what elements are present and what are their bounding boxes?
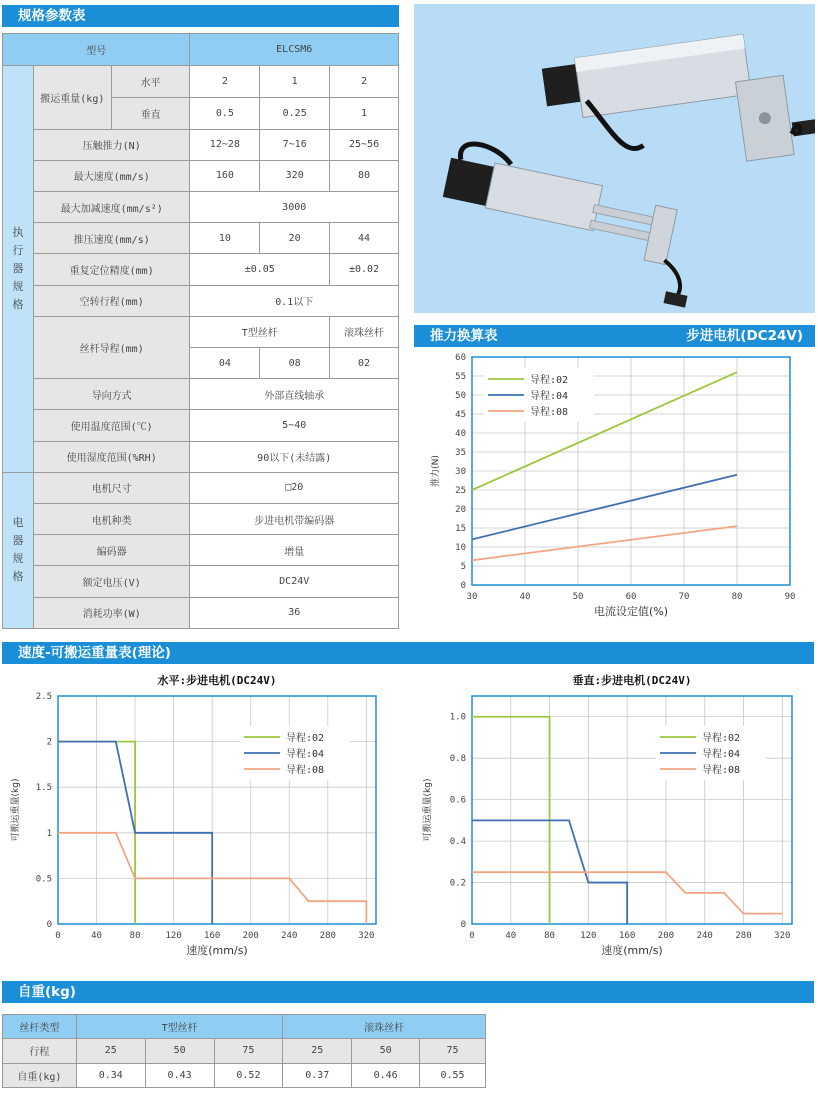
guide-label: 导向方式 [33,379,190,410]
y-tick-label: 40 [455,429,466,439]
weight-section-title: 自重(kg) [2,981,814,1003]
voltage-value: DC24V [190,566,399,597]
stroke-cell: 50 [145,1039,214,1063]
x-tick-label: 80 [129,931,141,941]
x-tick-label: 80 [731,592,743,602]
y-tick-label: 0 [460,581,466,591]
screw-type-label: 丝杆类型 [3,1015,77,1039]
x-tick-label: 90 [784,592,796,602]
x-tick-label: 40 [505,931,517,941]
pushspeed-val-3: 44 [330,223,399,254]
payload-label: 搬运重量(kg) [33,66,111,129]
max-accel-label: 最大加减速度(mm/s²) [33,192,190,223]
x-tick-label: 280 [735,931,752,941]
thrust-motor-label: 步进电机(DC24V) [686,328,803,344]
y-tick-label: 0.6 [449,795,466,806]
y-tick-label: 10 [455,543,466,553]
humidity-label: 使用湿度范围(%RH) [33,441,190,472]
v-val-3: 1 [330,98,399,129]
h-val-1: 2 [190,66,260,98]
motor-type-value: 步进电机带编码器 [190,504,399,535]
legend-label: 导程:08 [286,765,325,776]
motor-size-label: 电机尺寸 [33,472,190,503]
y-axis-label: 推力(N) [431,455,441,487]
spec-section-title: 规格参数表 [2,5,399,27]
encoder-label: 编码器 [33,535,190,566]
weight-cell: 0.55 [420,1063,486,1087]
lead-val-1: 04 [190,348,260,379]
weight-cell: 0.34 [76,1063,145,1087]
y-tick-label: 35 [455,448,466,458]
legend-label: 导程:02 [702,733,741,744]
stroke-cell: 75 [214,1039,283,1063]
weight-cell: 0.46 [352,1063,420,1087]
model-value: ELCSM6 [190,34,399,66]
y-tick-label: 0.5 [35,874,52,885]
x-tick-label: 320 [774,931,791,941]
y-tick-label: 30 [455,467,466,477]
maxspeed-val-1: 160 [190,160,260,191]
spec-table [2,33,399,629]
y-axis-label: 可搬运重量(kg) [11,778,21,842]
weight-cell: 0.43 [145,1063,214,1087]
stroke-cell: 50 [352,1039,420,1063]
humidity-value: 90以下(未结露) [190,441,399,472]
y-tick-label: 0.8 [449,754,466,765]
x-tick-label: 70 [678,592,690,602]
y-tick-label: 20 [455,505,466,515]
chart-title: 水平:步进电机(DC24V) [157,674,277,687]
speed-section-title: 速度-可搬运重量表(理论) [2,642,814,664]
pushspeed-val-1: 10 [190,223,260,254]
electrical-spec-group-label: 电 器 规 格 [12,516,24,584]
x-tick-label: 0 [469,931,475,941]
voltage-label: 额定电压(V) [33,566,190,597]
model-header-label: 型号 [3,34,190,66]
legend-label: 导程:02 [530,375,569,386]
group-electrical-spec [3,472,34,628]
horizontal-label: 水平 [111,66,190,98]
pushspeed-val-2: 20 [260,223,330,254]
x-tick-label: 50 [572,592,584,602]
weight-cell: 0.52 [214,1063,283,1087]
x-tick-label: 120 [165,931,182,941]
lead-label: 丝杆导程(mm) [33,316,190,378]
t-screw-label: T型丝杆 [190,316,330,347]
push-force-label: 压触推力(N) [33,129,190,160]
y-tick-label: 2 [46,737,52,748]
x-axis-label: 速度(mm/s) [601,944,663,957]
y-tick-label: 55 [455,372,466,382]
y-tick-label: 0 [460,920,466,930]
chart-title: 垂直:步进电机(DC24V) [572,674,692,687]
y-tick-label: 1.5 [35,783,52,794]
x-tick-label: 60 [625,592,637,602]
power-value: 36 [190,597,399,628]
legend-label: 导程:08 [530,407,569,418]
self-weight-label: 自重(kg) [3,1063,77,1087]
motor-type-label: 电机种类 [33,504,190,535]
max-accel-value: 3000 [190,192,399,223]
vertical-speed-chart [410,664,818,974]
x-tick-label: 240 [281,931,298,941]
x-tick-label: 40 [91,931,102,941]
y-tick-label: 5 [460,562,466,572]
vertical-label: 垂直 [111,98,190,129]
legend-label: 导程:04 [702,749,741,760]
push-speed-label: 推压速度(mm/s) [33,223,190,254]
x-tick-label: 240 [696,931,713,941]
thrust-title: 推力换算表 [430,328,498,344]
ball-screw-label: 滚珠丝杆 [330,316,399,347]
y-tick-label: 50 [455,391,466,401]
y-tick-label: 60 [455,353,466,363]
repeatability-val-b: ±0.02 [330,254,399,285]
x-tick-label: 200 [242,931,259,941]
x-tick-label: 160 [204,931,221,941]
idle-travel-value: 0.1以下 [190,285,399,316]
group-actuator-spec [3,66,34,473]
thrust-section-title [414,325,815,347]
x-tick-label: 200 [657,931,675,941]
x-tick-label: 160 [619,931,636,941]
max-speed-label: 最大速度(mm/s) [33,160,190,191]
v-val-1: 0.5 [190,98,260,129]
legend-label: 导程:04 [286,749,325,760]
maxspeed-val-2: 320 [260,160,330,191]
horizontal-speed-chart [0,664,410,974]
legend-label: 导程:02 [286,733,325,744]
y-tick-label: 15 [455,524,466,534]
maxspeed-val-3: 80 [330,160,399,191]
x-tick-label: 80 [544,931,555,941]
x-axis-label: 电流设定值(%) [593,605,669,618]
t-screw-header: T型丝杆 [76,1015,283,1039]
repeatability-val-a: ±0.05 [190,254,330,285]
product-photo [414,4,815,313]
lead-val-3: 02 [330,348,399,379]
y-tick-label: 45 [455,410,466,420]
guide-value: 外部直线轴承 [190,379,399,410]
stroke-label: 行程 [3,1039,77,1063]
y-tick-label: 0.2 [449,878,466,889]
motor-size-value: □20 [190,472,399,503]
temp-label: 使用温度范围(℃) [33,410,190,441]
y-axis-label: 可搬运重量(kg) [423,778,433,842]
power-label: 消耗功率(W) [33,597,190,628]
series-line [472,475,737,540]
stroke-cell: 25 [76,1039,145,1063]
y-tick-label: 0.4 [449,837,466,848]
y-tick-label: 25 [455,486,466,496]
x-tick-label: 40 [519,592,531,602]
v-val-2: 0.25 [260,98,330,129]
x-tick-label: 280 [319,931,336,941]
ball-screw-header: 滚珠丝杆 [283,1015,486,1039]
actuator-spec-group-label: 执 行 器 规 格 [12,226,24,312]
encoder-value: 增量 [190,535,399,566]
weight-cell: 0.37 [283,1063,352,1087]
y-tick-label: 0 [46,920,52,930]
stroke-cell: 25 [283,1039,352,1063]
idle-travel-label: 空转行程(mm) [33,285,190,316]
lead-val-2: 08 [260,348,330,379]
push-val-1: 12~28 [190,129,260,160]
thrust-chart [414,348,815,628]
y-tick-label: 1.0 [449,712,466,723]
repeatability-label: 重复定位精度(mm) [33,254,190,285]
series-line [472,526,737,560]
weight-table [2,1014,486,1088]
push-val-3: 25~56 [330,129,399,160]
temp-value: 5~40 [190,410,399,441]
y-tick-label: 2.5 [35,692,52,702]
h-val-3: 2 [330,66,399,98]
x-tick-label: 120 [580,931,597,941]
h-val-2: 1 [260,66,330,98]
y-tick-label: 1 [46,828,52,839]
legend-label: 导程:04 [530,391,569,402]
x-tick-label: 320 [358,931,375,941]
push-val-2: 7~16 [260,129,330,160]
stroke-cell: 75 [420,1039,486,1063]
x-tick-label: 30 [466,592,478,602]
x-axis-label: 速度(mm/s) [186,944,248,957]
x-tick-label: 0 [55,931,61,941]
legend-label: 导程:08 [702,765,741,776]
